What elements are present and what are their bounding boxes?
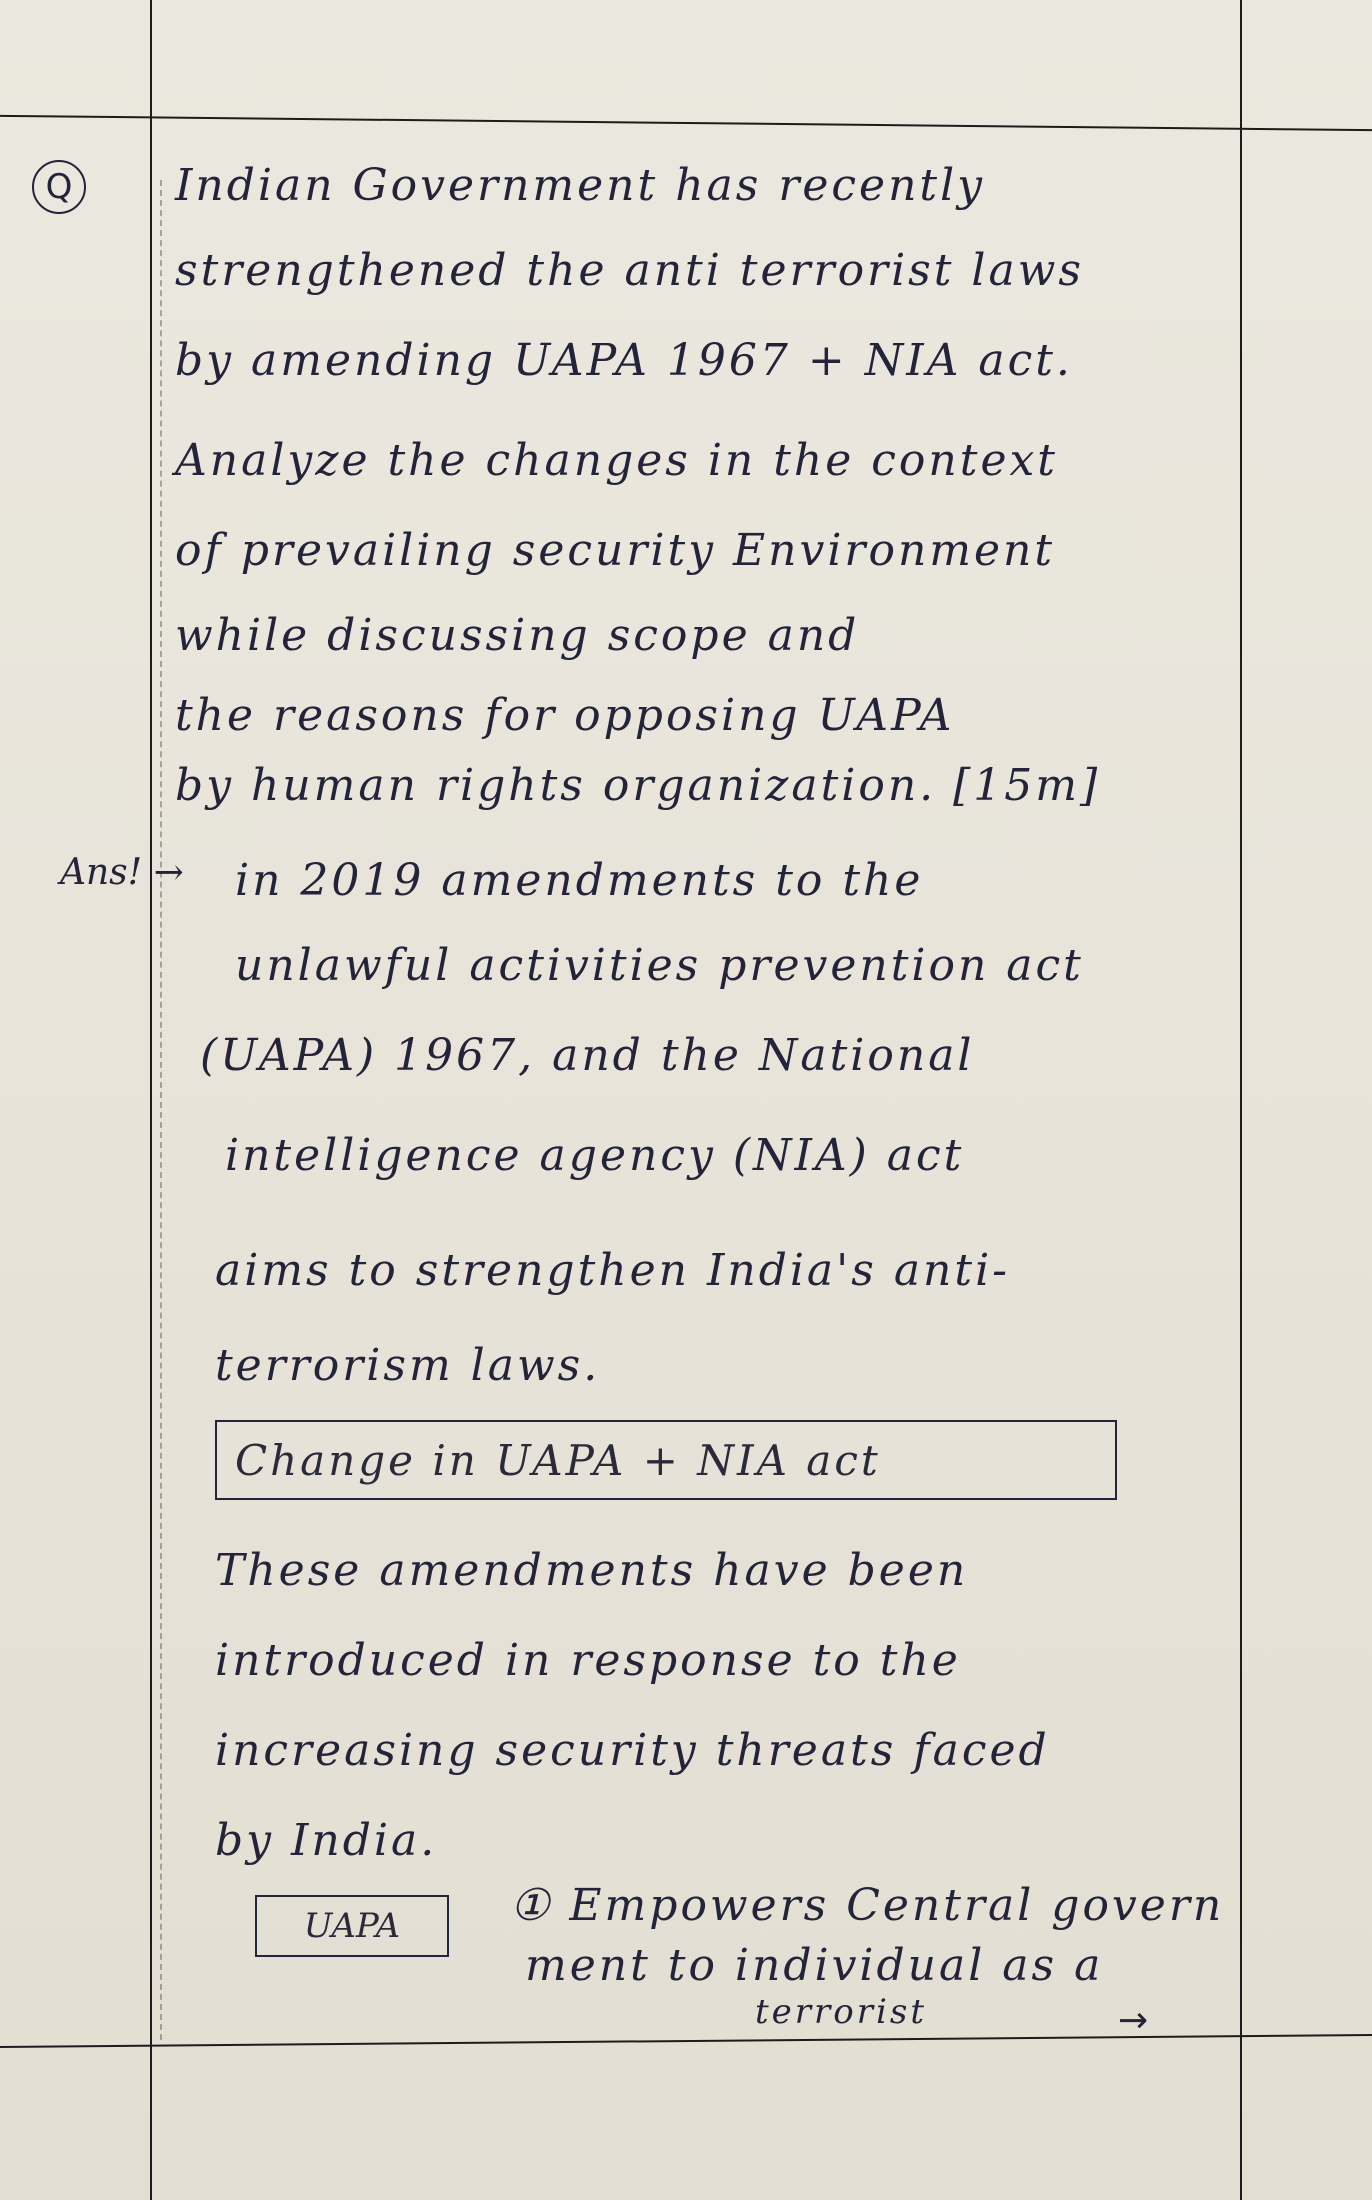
point-1-line-1: ① Empowers Central govern xyxy=(510,1880,1225,1931)
uapa-label-box xyxy=(255,1895,449,1957)
body-line-4: by India. xyxy=(215,1815,438,1866)
question-number: Q xyxy=(32,160,86,214)
answer-line-3: (UAPA) 1967, and the National xyxy=(200,1030,975,1081)
continue-arrow: → xyxy=(1118,2000,1149,2041)
bottom-rule xyxy=(0,2034,1372,2048)
margin-line xyxy=(160,180,162,2040)
right-rule xyxy=(1240,0,1242,2200)
uapa-label: UAPA xyxy=(303,1906,401,1946)
question-line-3: by amending UAPA 1967 + NIA act. xyxy=(175,335,1073,386)
answer-arrow: → xyxy=(153,852,184,893)
section-heading-box xyxy=(215,1420,1117,1500)
body-line-1: These amendments have been xyxy=(215,1545,969,1596)
body-line-2: introduced in response to the xyxy=(215,1635,961,1686)
point-1-line-3: terrorist xyxy=(755,1992,927,2032)
top-rule xyxy=(0,115,1372,131)
left-rule xyxy=(150,0,152,2200)
answer-line-6: terrorism laws. xyxy=(215,1340,601,1391)
answer-line-5: aims to strengthen India's anti- xyxy=(215,1245,1011,1296)
answer-line-4: intelligence agency (NIA) act xyxy=(225,1130,965,1181)
body-line-3: increasing security threats faced xyxy=(215,1725,1050,1776)
question-line-7: the reasons for opposing UAPA xyxy=(175,690,955,741)
question-line-2: strengthened the anti terrorist laws xyxy=(175,245,1084,296)
question-line-6: while discussing scope and xyxy=(175,610,860,661)
question-line-5: of prevailing security Environment xyxy=(175,525,1056,576)
question-line-1: Indian Government has recently xyxy=(175,160,986,211)
question-line-8: by human rights organization. [15m] xyxy=(175,760,1101,811)
section-heading: Change in UAPA + NIA act xyxy=(235,1435,881,1485)
answer-line-2: unlawful activities prevention act xyxy=(235,940,1084,991)
question-line-4: Analyze the changes in the context xyxy=(175,435,1058,486)
answer-line-1: in 2019 amendments to the xyxy=(235,855,924,906)
point-1-line-2: ment to individual as a xyxy=(525,1940,1104,1991)
answer-label-text: Ans! xyxy=(60,852,143,893)
answer-label xyxy=(60,852,184,893)
